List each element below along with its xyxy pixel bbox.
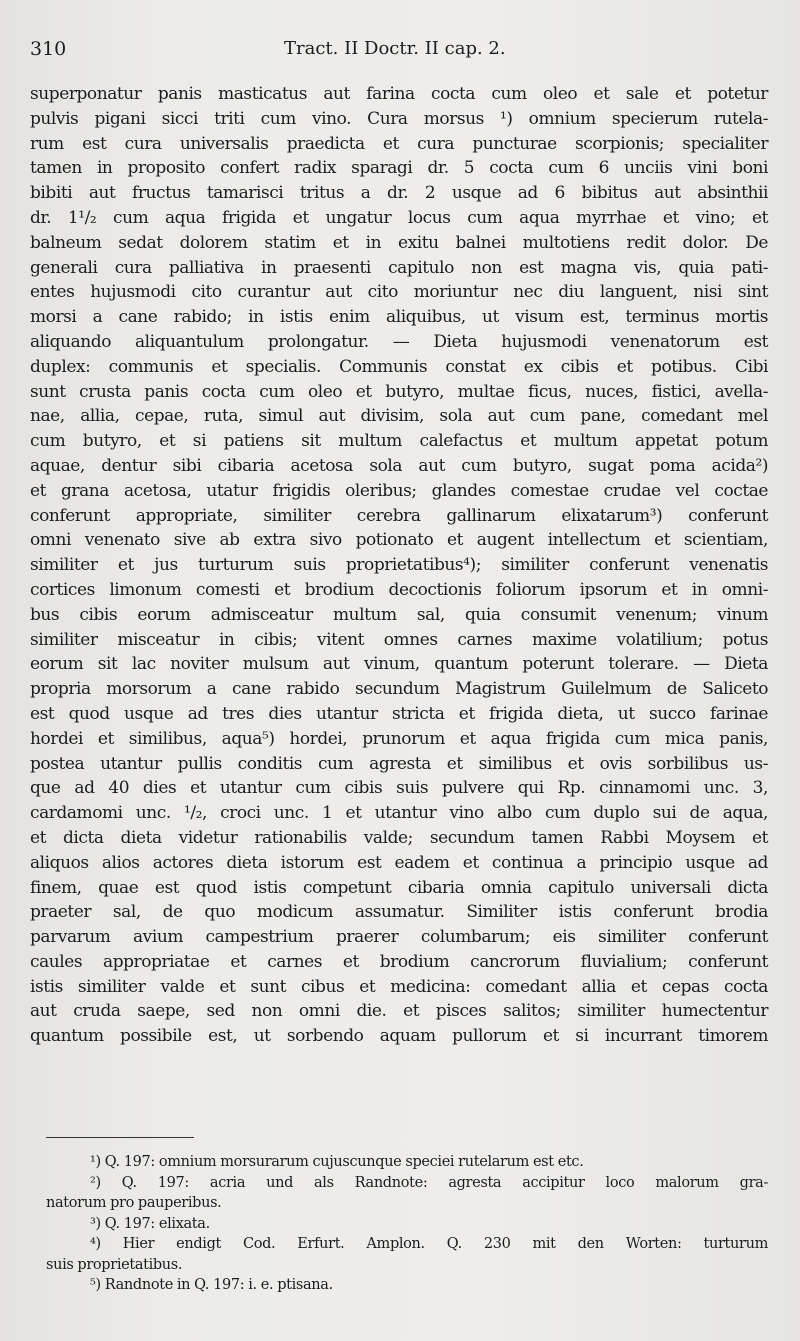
running-title: Tract. II Doctr. II cap. 2.	[284, 38, 506, 59]
text-line: rum est cura universalis praedicta et cura puncturae scorpionis; specialiter	[30, 133, 768, 154]
footnote-3: ³) Q. 197: elixata.	[90, 1215, 210, 1232]
text-line: similiter misceatur in cibis; vitent omnes carnes maxime volatilium; potus	[30, 629, 768, 650]
footnote-divider	[46, 1137, 194, 1138]
page-number: 310	[30, 38, 67, 60]
text-line: finem, quae est quod istis competunt cibaria omnia capitulo universali dicta	[30, 877, 768, 898]
text-line: propria morsorum a cane rabido secundum Magistrum Guilelmum de Saliceto	[30, 679, 768, 700]
text-line: et dicta dieta videtur rationabilis valde; secundum tamen Rabbi Moysem et	[30, 827, 768, 848]
text-line: superponatur panis masticatus aut farina cocta cum oleo et sale et potetur	[30, 84, 768, 104]
text-line: bus cibis eorum admisceatur multum sal, quia consumit venenum; vinum	[30, 604, 768, 625]
text-line: conferunt appropriate, similiter cerebra gallinarum elixatarum³) conferunt	[30, 505, 768, 526]
footnote-4-continuation: suis proprietatibus.	[46, 1256, 183, 1273]
text-line: bibiti aut fructus tamarisci tritus a dr. 2 usque ad 6 bibitus aut absinthii	[30, 183, 768, 204]
footnote-2-continuation: natorum pro pauperibus.	[46, 1195, 222, 1211]
text-line: aquae, dentur sibi cibaria acetosa sola aut cum butyro, sugat poma acida²)	[30, 455, 768, 476]
text-line: balneum sedat dolorem statim et in exitu balnei multotiens redit dolor. De	[30, 232, 768, 253]
text-line: quantum possibile est, ut sorbendo aquam pullorum et si incurrant timorem	[30, 1026, 768, 1047]
text-line: cardamomi unc. ¹/₂, croci unc. 1 et utantur vino albo cum duplo sui de aqua,	[30, 803, 768, 824]
footnote-1: ¹) Q. 197: omnium morsurarum cujuscunque speciei rutelarum est etc.	[90, 1154, 584, 1170]
text-line: que ad 40 dies et utantur cum cibis suis pulvere qui Rp. cinnamomi unc. 3,	[30, 778, 768, 799]
footnote-2: ²) Q. 197: acria und als Randnote: agresta accipitur loco malorum gra-	[90, 1174, 768, 1191]
text-line: generali cura palliativa in praesenti capitulo non est magna vis, quia pati-	[30, 257, 768, 278]
text-line: postea utantur pullis conditis cum agresta et similibus et ovis sorbilibus us-	[30, 753, 768, 774]
text-line: istis similiter valde et sunt cibus et medicina: comedant allia et cepas cocta	[30, 976, 768, 997]
text-line: aliquos alios actores dieta istorum est eadem et continua a principio usque ad	[30, 852, 768, 873]
text-line: aut cruda saepe, sed non omni die. et pisces salitos; similiter humectentur	[30, 1001, 768, 1022]
footnote-4: ⁴) Hier endigt Cod. Erfurt. Amplon. Q. 230 mit den Worten: turturum	[90, 1236, 768, 1252]
text-line: sunt crusta panis cocta cum oleo et butyro, multae ficus, nuces, fistici, avella-	[30, 381, 768, 402]
text-line: omni venenato sive ab extra sivo potionato et augent intellectum et scientiam,	[30, 530, 768, 551]
text-line: hordei et similibus, aqua⁵) hordei, prunorum et aqua frigida cum mica panis,	[30, 728, 768, 749]
text-line: cortices limonum comesti et brodium decoctionis foliorum ipsorum et in omni-	[30, 579, 768, 600]
text-line: parvarum avium campestrium praerer columbarum; eis similiter conferunt	[30, 927, 768, 948]
text-line: entes hujusmodi cito curantur aut cito moriuntur nec diu languent, nisi sint	[30, 282, 768, 303]
text-line: praeter sal, de quo modicum assumatur. Similiter istis conferunt brodia	[30, 902, 768, 923]
text-line: caules appropriatae et carnes et brodium cancrorum fluvialium; conferunt	[30, 951, 768, 972]
text-line: duplex: communis et specialis. Communis constat ex cibis et potibus. Cibi	[30, 356, 768, 377]
text-line: et grana acetosa, utatur frigidis oleribus; glandes comestae crudae vel coctae	[30, 480, 768, 501]
text-line: eorum sit lac noviter mulsum aut vinum, quantum poterunt tolerare. — Dieta	[30, 654, 768, 675]
text-line: pulvis pigani sicci triti cum vino. Cura morsus ¹) omnium specierum rutela-	[30, 108, 768, 129]
text-line: nae, allia, cepae, ruta, simul aut divisim, sola aut cum pane, comedant mel	[30, 406, 768, 427]
text-line: aliquando aliquantulum prolongatur. — Dieta hujusmodi venenatorum est	[30, 331, 768, 352]
footnote-5: ⁵) Randnote in Q. 197: i. e. ptisana.	[90, 1277, 333, 1293]
running-head	[30, 34, 770, 64]
text-line: est quod usque ad tres dies utantur stricta et frigida dieta, ut succo farinae	[30, 703, 768, 724]
text-line: tamen in proposito confert radix sparagi dr. 5 cocta cum 6 unciis vini boni	[30, 158, 768, 179]
body-text	[30, 82, 768, 1049]
text-line: cum butyro, et si patiens sit multum calefactus et multum appetat potum	[30, 431, 768, 452]
text-line: dr. 1¹/₂ cum aqua frigida et ungatur locus cum aqua myrrhae et vino; et	[30, 207, 768, 228]
footnotes	[46, 1152, 768, 1296]
text-line: similiter et jus turturum suis proprietatibus⁴); similiter conferunt venenatis	[30, 555, 768, 576]
text-line: morsi a cane rabido; in istis enim aliquibus, ut visum est, terminus mortis	[30, 307, 768, 328]
